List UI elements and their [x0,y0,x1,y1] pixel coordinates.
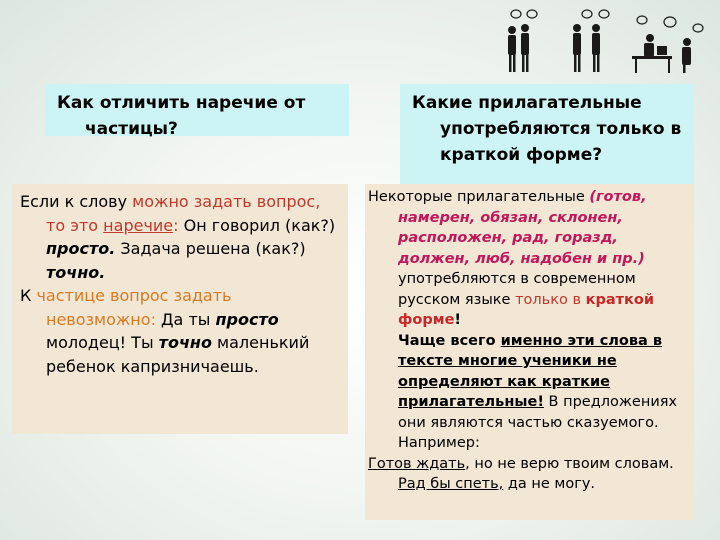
text-segment: ! [454,312,462,328]
text-segment: Да ты [161,309,216,329]
text-segment: Он говорил (как?) [178,215,336,235]
people-talking-icon [492,8,712,76]
highlight-short-form: краткой форме [398,291,654,328]
text-segment: да не могу. [503,476,596,492]
text-segment: молодец! Ты [46,333,159,352]
example-phrase: Рад бы спеть, [398,476,504,492]
example-word: просто. [46,239,116,258]
highlight-particle: частице вопрос задать невозможно [36,286,232,329]
text-segment: только в [515,291,586,308]
text-segment: Если к слову [20,192,133,211]
text-segment: Задача решена (как?) [115,239,306,258]
text-segment: употребляются в современном русском языке [398,271,636,308]
example-word: точно [158,333,212,352]
example-word: просто [215,309,279,329]
text-segment: Чаще всего [398,332,501,349]
example-paragraph [368,454,690,495]
question-adverb-vs-particle: Как отличить наречие от частицы? [57,93,306,139]
text-segment: Некоторые прилагательные [368,189,590,205]
answer-box-adverb [12,184,348,434]
text-segment: маленький ребенок капризничаешь. [46,333,310,376]
highlight-question-possible: можно задать вопрос, то это [46,192,321,235]
text-segment: , но не верю твоим словам. [465,455,674,472]
adjective-list: (готов, намерен, обязан, склонен, расположен, рад, горазд, должен, люб, надобен и пр.) [398,189,647,267]
highlight-adverb: наречие [103,215,174,235]
example-word: точно. [46,262,106,282]
text-segment: К [20,286,37,305]
text-segment: В предложениях они являются частью сказуемого. Например: [398,394,678,451]
question-box-adverb [45,84,349,139]
warning-text: именно эти слова в тексте многие ученики не определяют как краткие прилагательные! [398,332,663,410]
question-short-form-adjectives: Какие прилагательные употребляются только в краткой форме? [412,93,682,165]
text-segment: : [173,215,179,235]
answer-box-short-adjectives [365,184,694,520]
particle-rule-paragraph [20,284,342,378]
text-segment: : [150,309,162,329]
question-box-short-adjectives [400,84,694,188]
warning-paragraph [368,331,690,454]
adjectives-list-paragraph [368,187,690,331]
example-phrase: Готов ждать [368,455,466,472]
adverb-rule-paragraph [20,190,342,284]
